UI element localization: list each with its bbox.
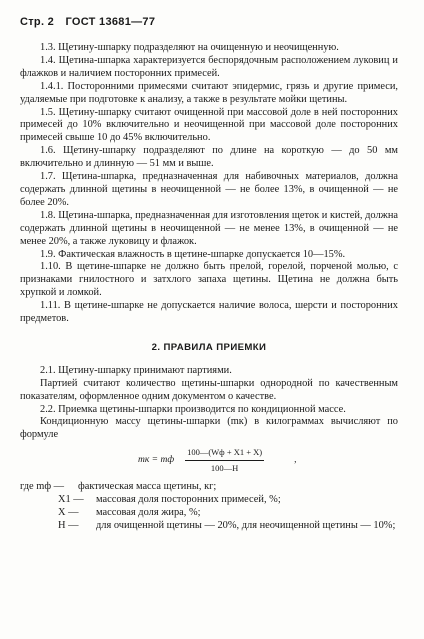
- symbol-definitions: [20, 481, 398, 533]
- standard-code: ГОСТ 13681—77: [65, 16, 156, 28]
- paragraph-1-4-1: 1.4.1. Посторонними примесями считают эпидермис, грязь и другие примеси, удаляемые при подготовке к анализу, а также в результате мойки щетины.: [20, 80, 398, 105]
- paragraph-2-1: 2.1. Щетину-шпарку принимают партиями.: [40, 364, 232, 376]
- paragraph-1-10: 1.10. В щетине-шпарке не должно быть прелой, горелой, порченой молью, с признаками гнилостного и затхлого запаха щетины. Щетина не должна быть хрупкой и ломкой.: [20, 261, 398, 299]
- paragraph-1-9: 1.9. Фактическая влажность в щетине-шпарке допускается 10—15%.: [40, 248, 346, 260]
- definition-text: фактическая масса щетины, кг;: [78, 481, 217, 493]
- page-number: Стр. 2: [20, 16, 55, 28]
- paragraph-formula-intro: Кондиционную массу щетины-шпарки (mк) в килограммах вычисляют по формуле: [20, 416, 398, 441]
- definition-row: [20, 507, 398, 520]
- conditioned-mass-formula: [138, 446, 398, 475]
- paragraph-1-3: 1.3. Щетину-шпарку подразделяют на очищенную и неочищенную.: [40, 42, 339, 53]
- definition-lead: где mф —: [20, 481, 65, 493]
- definition-text: для очищенной щетины — 20%, для неочищенной щетины — 10%;: [96, 519, 396, 531]
- formula-fraction: [185, 446, 264, 475]
- definition-row: [20, 520, 398, 533]
- formula-lhs: mк = mф: [138, 455, 175, 466]
- paragraph-1-11: 1.11. В щетине-шпарке не допускается наличие волоса, шерсти и посторонних предметов.: [20, 300, 398, 325]
- definition-row: [20, 481, 398, 494]
- definition-row: [20, 494, 398, 507]
- formula-tail: ,: [294, 455, 297, 466]
- page-header: [20, 16, 163, 28]
- formula-numerator: 100—(Wф + X1 + X): [185, 446, 264, 461]
- section-title: 2. ПРАВИЛА ПРИЕМКИ: [151, 341, 267, 353]
- paragraph-1-6: 1.6. Щетину-шпарку подразделяют по длине на короткую — до 50 мм включительно и длинную — 51 мм и выше.: [20, 145, 398, 170]
- definition-symbol: X —: [58, 506, 79, 518]
- paragraph-1-7: 1.7. Щетина-шпарка, предназначенная для набивочных материалов, должна содержать длинной щетины в неочищенной — не более 13%, в очищенной — не более 20%.: [20, 171, 398, 208]
- formula-denominator: 100—H: [210, 463, 239, 474]
- paragraph-1-8: 1.8. Щетина-шпарка, предназначенная для изготовления щеток и кистей, должна содержать длинной щетины в неочищенной — не менее 13%, в очищенной — не менее 20%, а также луковицу и флажок.: [20, 209, 398, 247]
- document-body: [20, 42, 398, 533]
- definition-text: массовая доля жира, %;: [96, 506, 201, 518]
- paragraph-2-2: 2.2. Приемка щетины-шпарки производится по кондиционной массе.: [40, 403, 346, 415]
- definition-symbol: X1 —: [58, 494, 84, 505]
- paragraph-1-5: 1.5. Щетину-шпарку считают очищенной при массовой доле в ней посторонних примесей до 10% включительно и неочищенной при массовой доле посторонних примесей свыше 10 до 45% включительно.: [20, 106, 398, 144]
- definition-symbol: H —: [58, 519, 79, 531]
- definition-text: массовая доля посторонних примесей, %;: [96, 494, 281, 505]
- paragraph-lot-definition: Партией считают количество щетины-шпарки однородной по качественным показателям, оформленное одним документом о качестве.: [20, 377, 398, 402]
- paragraph-1-4: 1.4. Щетина-шпарка характеризуется беспорядочным расположением луковиц и флажков и наличием посторонних примесей.: [20, 54, 398, 79]
